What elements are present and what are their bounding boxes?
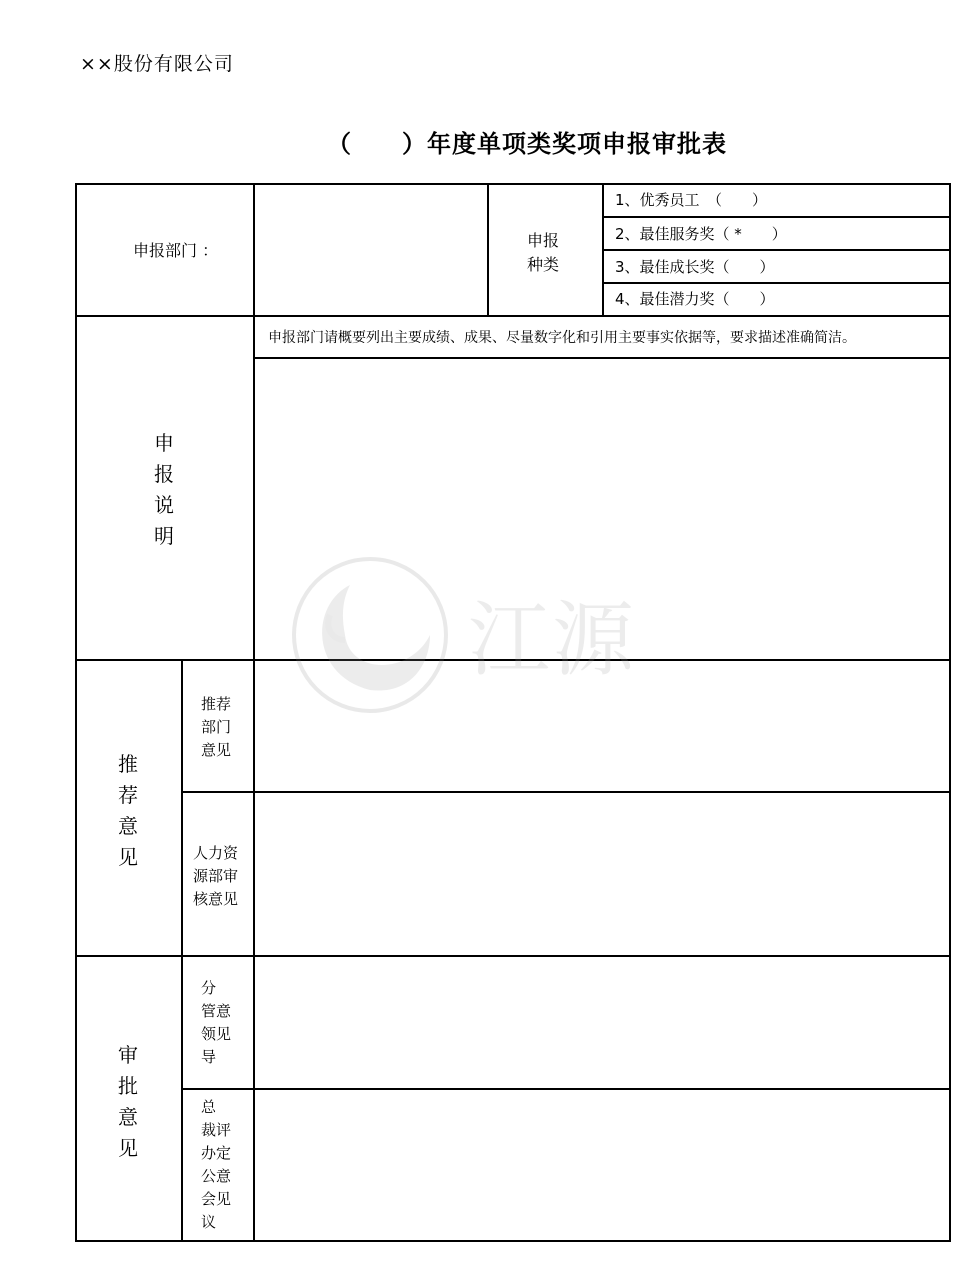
watermark-text: 江源 [468,593,637,688]
category-label: 申报 种类 [527,231,560,274]
recommend-label: 推荐意见 [118,752,138,869]
ceo-meeting-input[interactable] [256,1091,948,1239]
category-option-1[interactable]: 1、优秀员工 （ ） [615,191,768,209]
department-input[interactable] [256,186,486,314]
description-label: 申报说明 [154,431,174,548]
category-option-3[interactable]: 3、最佳成长奖（ ） [615,258,775,276]
recommend-dept-label: 推荐 部门 意见 [201,695,232,759]
category-option-4[interactable]: 4、最佳潜力奖（ ） [615,290,775,308]
hr-review-label: 人力资 源部审 核意见 [193,844,239,908]
hr-review-input[interactable] [256,794,948,954]
category-option-2[interactable]: 2、最佳服务奖（ * ） [615,225,787,243]
supervisor-label: 分 管意 领见 导 [201,979,232,1066]
department-label: 申报部门 ： [133,241,219,260]
description-input[interactable] [256,360,948,658]
description-hint: 申报部门请概要列出主要成绩、成果、尽量数字化和引用主要事实依据等，要求描述准确简洁。 [268,330,856,346]
ceo-meeting-label: 总 裁评 办定 公意 会见 议 [201,1098,232,1231]
page-title: （ ）年度单项类奖项申报审批表 [327,130,727,158]
company-name: ××股份有限公司 [80,53,234,75]
supervisor-input[interactable] [256,958,948,1087]
approval-label: 审批意见 [118,1043,138,1160]
recommend-dept-input[interactable] [256,662,948,790]
